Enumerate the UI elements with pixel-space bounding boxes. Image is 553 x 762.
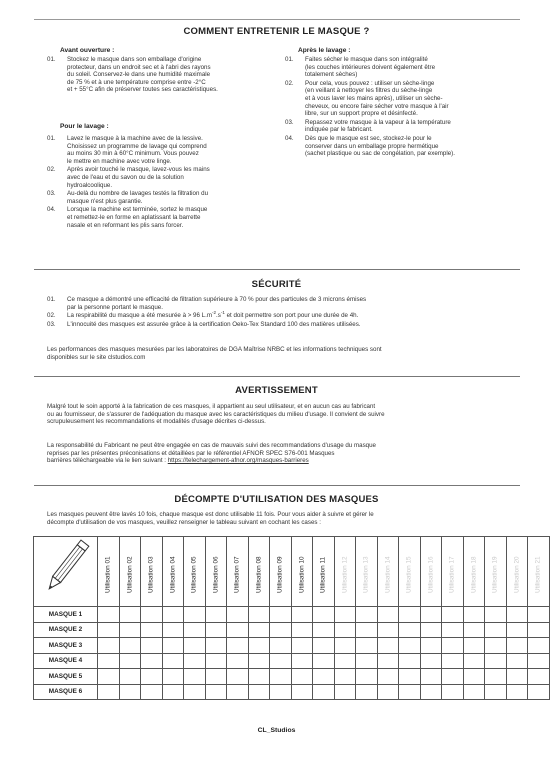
usage-checkbox-cell[interactable] (119, 622, 141, 638)
usage-checkbox-cell[interactable] (377, 669, 399, 685)
usage-checkbox-cell[interactable] (528, 669, 550, 685)
warning-paragraph-1: Malgré tout le soin apporté à la fabrication de ces masques, il appartient au seul utilisateur, et en aucun cas au fabricant ou au fournisseur, de s'assurer de l'adéquation du masque avec les caractéristiques du milieu d'usage. Il convient de suivre scrupuleusement les recommandations et modalités d'usage décrites ci-dessus. (47, 403, 385, 426)
divider-warning (34, 376, 520, 377)
usage-column-header: Utilisation 17 (442, 537, 464, 607)
usage-checkbox-cell[interactable] (485, 607, 507, 623)
usage-checkbox-cell[interactable] (485, 622, 507, 638)
list-item: 03. Repassez votre masque à la vapeur à la température indiquée par le fabricant. (285, 118, 451, 134)
usage-checkbox-cell[interactable] (270, 638, 292, 654)
usage-checkbox-cell[interactable] (377, 653, 399, 669)
usage-checkbox-cell[interactable] (420, 684, 442, 700)
table-row (34, 638, 550, 654)
usage-checkbox-cell[interactable] (184, 669, 206, 685)
usage-column-header: Utilisation 08 (248, 537, 270, 607)
usage-checkbox-cell[interactable] (184, 638, 206, 654)
usage-checkbox-cell[interactable] (141, 653, 163, 669)
usage-checkbox-cell[interactable] (270, 607, 292, 623)
usage-checkbox-cell[interactable] (248, 684, 270, 700)
mask-label: MASQUE 5 (34, 669, 98, 685)
usage-checkbox-cell[interactable] (528, 622, 550, 638)
usage-checkbox-cell[interactable] (485, 669, 507, 685)
usage-column-header: Utilisation 06 (205, 537, 227, 607)
page-title: COMMENT ENTRETENIR LE MASQUE ? (183, 26, 370, 37)
usage-column-header: Utilisation 04 (162, 537, 184, 607)
usage-checkbox-cell[interactable] (506, 653, 528, 669)
usage-checkbox-cell[interactable] (356, 684, 378, 700)
usage-checkbox-cell[interactable] (420, 653, 442, 669)
usage-checkbox-cell[interactable] (162, 638, 184, 654)
usage-checkbox-cell[interactable] (184, 607, 206, 623)
usage-checkbox-cell[interactable] (506, 607, 528, 623)
usage-checkbox-cell[interactable] (205, 653, 227, 669)
list-item: 03. L'innocuité des masques est assurée grâce à la certification Oeko-Tex Standard 100 des matières utilisées. (47, 320, 361, 328)
count-title: DÉCOMPTE D'UTILISATION DES MASQUES (174, 494, 379, 505)
usage-checkbox-cell[interactable] (205, 684, 227, 700)
usage-checkbox-cell[interactable] (399, 669, 421, 685)
list-item: 01. Faites sécher le masque dans son intégralité (les couches intérieures doivent également être totalement sèches) (285, 56, 436, 79)
table-row (34, 684, 550, 700)
usage-column-header: Utilisation 02 (119, 537, 141, 607)
usage-checkbox-cell[interactable] (270, 684, 292, 700)
usage-column-header: Utilisation 07 (227, 537, 249, 607)
usage-checkbox-cell[interactable] (184, 684, 206, 700)
usage-checkbox-cell[interactable] (356, 653, 378, 669)
usage-checkbox-cell[interactable] (291, 684, 313, 700)
usage-checkbox-cell[interactable] (442, 622, 464, 638)
usage-checkbox-cell[interactable] (98, 653, 120, 669)
list-item: 02. Après avoir touché le masque, lavez-vous les mains avec de l'eau et du savon ou de la solution hydroalcoolique. (47, 166, 210, 189)
usage-checkbox-cell[interactable] (528, 684, 550, 700)
table-row (34, 622, 550, 638)
mask-label: MASQUE 6 (34, 684, 98, 700)
usage-checkbox-cell[interactable] (334, 638, 356, 654)
usage-checkbox-cell[interactable] (463, 653, 485, 669)
usage-column-header: Utilisation 01 (98, 537, 120, 607)
list-item: 03. Au-delà du nombre de lavages testés la filtration du masque n'est plus garantie. (47, 190, 209, 205)
usage-checkbox-cell[interactable] (528, 607, 550, 623)
usage-checkbox-cell[interactable] (291, 653, 313, 669)
usage-checkbox-cell[interactable] (98, 669, 120, 685)
list-item: 01. Stockez le masque dans son emballage d'origine protecteur, dans un endroit sec et à l'abri des rayons du soleil. Conservez-le dans une humidité maximale de 75 % et à une température comprise entre -2°C et + 55°C afin de préserver toutes ses caractéristiques. (47, 56, 218, 94)
usage-checkbox-cell[interactable] (463, 622, 485, 638)
usage-checkbox-cell[interactable] (334, 622, 356, 638)
usage-checkbox-cell[interactable] (313, 669, 335, 685)
usage-column-header: Utilisation 18 (463, 537, 485, 607)
usage-checkbox-cell[interactable] (141, 607, 163, 623)
table-row (34, 653, 550, 669)
usage-checkbox-cell[interactable] (291, 669, 313, 685)
usage-checkbox-cell[interactable] (442, 638, 464, 654)
usage-checkbox-cell[interactable] (399, 607, 421, 623)
usage-checkbox-cell[interactable] (227, 622, 249, 638)
wash-heading: Pour le lavage : (60, 123, 109, 130)
usage-column-header: Utilisation 05 (184, 537, 206, 607)
usage-checkbox-cell[interactable] (184, 622, 206, 638)
count-paragraph: Les masques peuvent être lavés 10 fois, chaque masque est donc utilisable 11 fois. Pour vous aider à suivre et gérer le décompte d'utilisation de vos masques, veuillez renseigner le tableau suivant en cochant les cases : (47, 511, 374, 526)
usage-checkbox-cell[interactable] (141, 669, 163, 685)
usage-checkbox-cell[interactable] (442, 653, 464, 669)
usage-checkbox-cell[interactable] (399, 638, 421, 654)
usage-checkbox-cell[interactable] (377, 684, 399, 700)
warning-paragraph-2: La responsabilité du Fabricant ne peut être engagée en cas de mauvais suivi des recommandations d'usage du masque reprises par les présentes préconisations et détaillées par le référentiel AFNOR SPEC S76-001 Masques barrières téléchargeable via le lien suivant : https://telechargement-afnor.org/masques-barrieres (47, 442, 376, 465)
usage-checkbox-cell[interactable] (248, 607, 270, 623)
usage-checkbox-cell[interactable] (506, 669, 528, 685)
after-wash-heading: Après le lavage : (298, 47, 351, 54)
usage-checkbox-cell[interactable] (184, 653, 206, 669)
usage-checkbox-cell[interactable] (270, 622, 292, 638)
usage-checkbox-cell[interactable] (248, 653, 270, 669)
usage-checkbox-cell[interactable] (162, 622, 184, 638)
mask-label: MASQUE 3 (34, 638, 98, 654)
afnor-link[interactable]: https://telechargement-afnor.org/masques-barrieres (167, 457, 309, 465)
usage-checkbox-cell[interactable] (270, 669, 292, 685)
usage-column-header: Utilisation 19 (485, 537, 507, 607)
mask-label: MASQUE 1 (34, 607, 98, 623)
usage-checkbox-cell[interactable] (227, 684, 249, 700)
usage-column-header: Utilisation 14 (377, 537, 399, 607)
usage-checkbox-cell[interactable] (442, 607, 464, 623)
usage-checkbox-cell[interactable] (227, 607, 249, 623)
pencil-icon (34, 537, 98, 607)
list-item: 02. La respirabilité du masque a été mesurée à > 96 $L.m^{-2}.s^{-1}$ et doit permettre son port pour une durée de 4h. (47, 310, 359, 320)
usage-checkbox-cell[interactable] (485, 653, 507, 669)
opening-list (47, 56, 277, 95)
security-title: SÉCURITÉ (251, 279, 302, 290)
usage-checkbox-cell[interactable] (205, 607, 227, 623)
performance-note: Les performances des masques mesurées par les laboratoires de DGA Maîtrise NRBC et les informations techniques sont disponibles sur le site clstudios.com (47, 346, 382, 361)
usage-column-header: Utilisation 09 (270, 537, 292, 607)
usage-checkbox-cell[interactable] (506, 684, 528, 700)
usage-table (33, 536, 550, 700)
usage-column-header: Utilisation 03 (141, 537, 163, 607)
divider-security (34, 269, 520, 270)
usage-checkbox-cell[interactable] (334, 607, 356, 623)
usage-checkbox-cell[interactable] (334, 669, 356, 685)
usage-checkbox-cell[interactable] (162, 684, 184, 700)
usage-checkbox-cell[interactable] (420, 669, 442, 685)
usage-checkbox-cell[interactable] (485, 684, 507, 700)
usage-checkbox-cell[interactable] (119, 638, 141, 654)
usage-checkbox-cell[interactable] (98, 684, 120, 700)
usage-checkbox-cell[interactable] (205, 638, 227, 654)
usage-checkbox-cell[interactable] (356, 622, 378, 638)
table-row (34, 607, 550, 623)
table-row (34, 669, 550, 685)
usage-checkbox-cell[interactable] (399, 684, 421, 700)
opening-heading: Avant ouverture : (60, 47, 115, 54)
usage-checkbox-cell[interactable] (506, 622, 528, 638)
footer-brand: CL_Studios (257, 727, 296, 734)
mask-label: MASQUE 4 (34, 653, 98, 669)
usage-checkbox-cell[interactable] (227, 669, 249, 685)
usage-checkbox-cell[interactable] (162, 669, 184, 685)
usage-checkbox-cell[interactable] (442, 669, 464, 685)
usage-checkbox-cell[interactable] (227, 638, 249, 654)
usage-checkbox-cell[interactable] (98, 638, 120, 654)
usage-checkbox-cell[interactable] (506, 638, 528, 654)
usage-checkbox-cell[interactable] (463, 669, 485, 685)
usage-checkbox-cell[interactable] (141, 684, 163, 700)
usage-checkbox-cell[interactable] (119, 607, 141, 623)
usage-checkbox-cell[interactable] (291, 607, 313, 623)
usage-checkbox-cell[interactable] (162, 653, 184, 669)
list-item: 04. Lorsque la machine est terminée, sortez le masque et remettez-le en forme en aplatissant la barrette nasale et en reformant les plis sans forcer. (47, 206, 208, 229)
usage-checkbox-cell[interactable] (528, 638, 550, 654)
usage-column-header: Utilisation 12 (334, 537, 356, 607)
usage-checkbox-cell[interactable] (313, 653, 335, 669)
usage-checkbox-cell[interactable] (98, 607, 120, 623)
list-item: 04. Dès que le masque est sec, stockez-le pour le conserver dans un emballage propre hermétique (sachet plastique ou sac de congélation, par exemple). (285, 134, 455, 158)
usage-checkbox-cell[interactable] (377, 638, 399, 654)
top-rule (34, 19, 520, 20)
usage-checkbox-cell[interactable] (119, 653, 141, 669)
mask-label: MASQUE 2 (34, 622, 98, 638)
usage-checkbox-cell[interactable] (485, 638, 507, 654)
usage-checkbox-cell[interactable] (205, 669, 227, 685)
usage-checkbox-cell[interactable] (356, 638, 378, 654)
usage-column-header: Utilisation 21 (528, 537, 550, 607)
usage-checkbox-cell[interactable] (313, 607, 335, 623)
usage-checkbox-cell[interactable] (119, 669, 141, 685)
wash-list (47, 135, 277, 230)
usage-checkbox-cell[interactable] (399, 622, 421, 638)
usage-checkbox-cell[interactable] (420, 638, 442, 654)
usage-checkbox-cell[interactable] (119, 684, 141, 700)
usage-checkbox-cell[interactable] (248, 669, 270, 685)
usage-checkbox-cell[interactable] (162, 607, 184, 623)
usage-column-header: Utilisation 15 (399, 537, 421, 607)
usage-checkbox-cell[interactable] (420, 607, 442, 623)
usage-checkbox-cell[interactable] (141, 638, 163, 654)
usage-checkbox-cell[interactable] (270, 653, 292, 669)
usage-checkbox-cell[interactable] (399, 653, 421, 669)
usage-checkbox-cell[interactable] (98, 622, 120, 638)
usage-checkbox-cell[interactable] (356, 607, 378, 623)
usage-checkbox-cell[interactable] (377, 607, 399, 623)
usage-checkbox-cell[interactable] (463, 607, 485, 623)
usage-checkbox-cell[interactable] (334, 684, 356, 700)
usage-checkbox-cell[interactable] (141, 622, 163, 638)
security-list (47, 296, 527, 329)
usage-checkbox-cell[interactable] (313, 622, 335, 638)
usage-column-header: Utilisation 10 (291, 537, 313, 607)
usage-checkbox-cell[interactable] (313, 684, 335, 700)
usage-checkbox-cell[interactable] (291, 638, 313, 654)
usage-checkbox-cell[interactable] (528, 653, 550, 669)
after-wash-list (285, 56, 525, 159)
usage-checkbox-cell[interactable] (420, 622, 442, 638)
usage-checkbox-cell[interactable] (356, 669, 378, 685)
usage-checkbox-cell[interactable] (463, 638, 485, 654)
usage-checkbox-cell[interactable] (248, 622, 270, 638)
usage-column-header: Utilisation 16 (420, 537, 442, 607)
usage-checkbox-cell[interactable] (205, 622, 227, 638)
divider-count (34, 485, 520, 486)
usage-checkbox-cell[interactable] (463, 684, 485, 700)
usage-checkbox-cell[interactable] (227, 653, 249, 669)
usage-column-header: Utilisation 20 (506, 537, 528, 607)
usage-column-header: Utilisation 13 (356, 537, 378, 607)
usage-checkbox-cell[interactable] (442, 684, 464, 700)
list-item: 01. Ce masque a démontré une efficacité de filtration supérieure à 70 % pour des particules de 3 microns émises par la personne portant le masque. (47, 296, 367, 311)
list-item: 01. Lavez le masque à la machine avec de la lessive. Choisissez un programme de lavage qui comprend au moins 30 min à 60°C minimum. Vous pouvez le mettre en machine avec votre linge. (47, 135, 207, 165)
usage-checkbox-cell[interactable] (334, 653, 356, 669)
usage-checkbox-cell[interactable] (377, 622, 399, 638)
usage-column-header: Utilisation 11 (313, 537, 335, 607)
list-item: 02. Pour cela, vous pouvez : utiliser un sèche-linge (en veillant à nettoyer les filtres du sèche-linge et à vous laver les mains après), utiliser un sèche- cheveux, ou encore faire sécher votre masque à l'air libre, sur un support propre et désinfecté. (285, 79, 449, 118)
warning-title: AVERTISSEMENT (235, 385, 318, 396)
usage-checkbox-cell[interactable] (291, 622, 313, 638)
usage-checkbox-cell[interactable] (248, 638, 270, 654)
usage-checkbox-cell[interactable] (313, 638, 335, 654)
